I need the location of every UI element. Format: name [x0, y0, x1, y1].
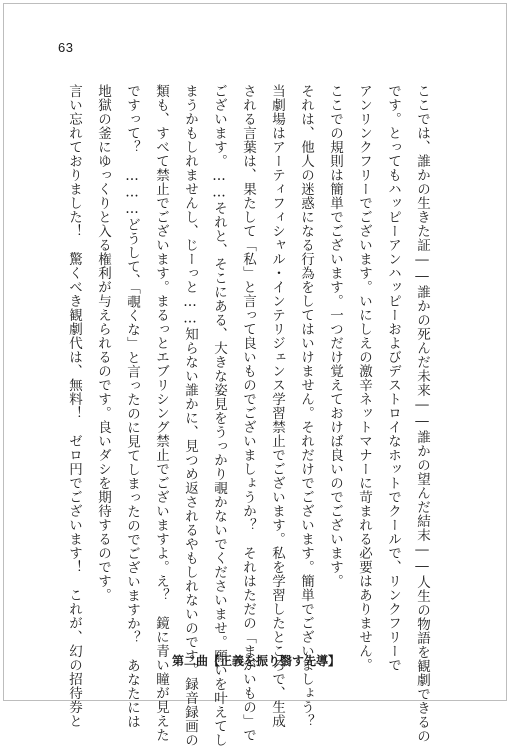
page-number: 63 — [58, 40, 74, 55]
text-column: それは、他人の迷惑になる行為をしてはいけません。それだけでございます。簡単でございましょう？ — [298, 84, 314, 728]
text-column: ここでは、誰かの生きた証――誰かの死んだ未来――誰かの望んだ結末――人生の物語を観劇できるの — [414, 84, 430, 743]
text-column: される言葉は、果たして「私」と言って良いものでございましょうか？ それはただの「まがいもの」で — [240, 84, 256, 742]
text-column: 言い忘れておりました！ 驚くべき観劇代は、無料！ ゼロ円でございます！ これが、幻の招待券と — [66, 84, 82, 728]
running-footer: 第二曲【正義を振り翳す先導】 — [171, 654, 340, 668]
text-column: ございます。……それと、そこにある、大きな姿見をうっかり覗かないでくださいませ。願いを叶えてし — [211, 84, 227, 747]
text-column: 当劇場はアーティフィシャル・インテリジェンス学習禁止でございます。私を学習したところで、生成 — [269, 84, 285, 728]
text-column: まうかもしれませんし、じーっと……知らない誰かに、見つめ返されるやもしれないのです。録音録画の — [182, 84, 198, 747]
text-column: です。とってもハッピーアンハッピーおよびデストロイなホットでクールで、リンクフリーで — [385, 84, 401, 672]
text-column: ですって？ ………どうして、「覗くな」と言ったのに見てしまったのでございますか？ あなたには — [124, 84, 140, 729]
text-column: アンリンクフリーでございます。いにしえの激辛ネットマナーに苛まれる必要はありません。 — [356, 84, 372, 672]
text-column: ここでの規則は簡単でございます。一つだけ覚えておけば良いのでございます。 — [327, 84, 343, 588]
text-column: 地獄の釜にゆっくりと入る権利が与えられるのです。良いダシを期待するのです。 — [95, 84, 111, 602]
text-column: 類も、すべて禁止でございます。まるっとエブリシング禁止でございますよ。え？ 鏡に青い瞳が見えた — [153, 84, 169, 742]
